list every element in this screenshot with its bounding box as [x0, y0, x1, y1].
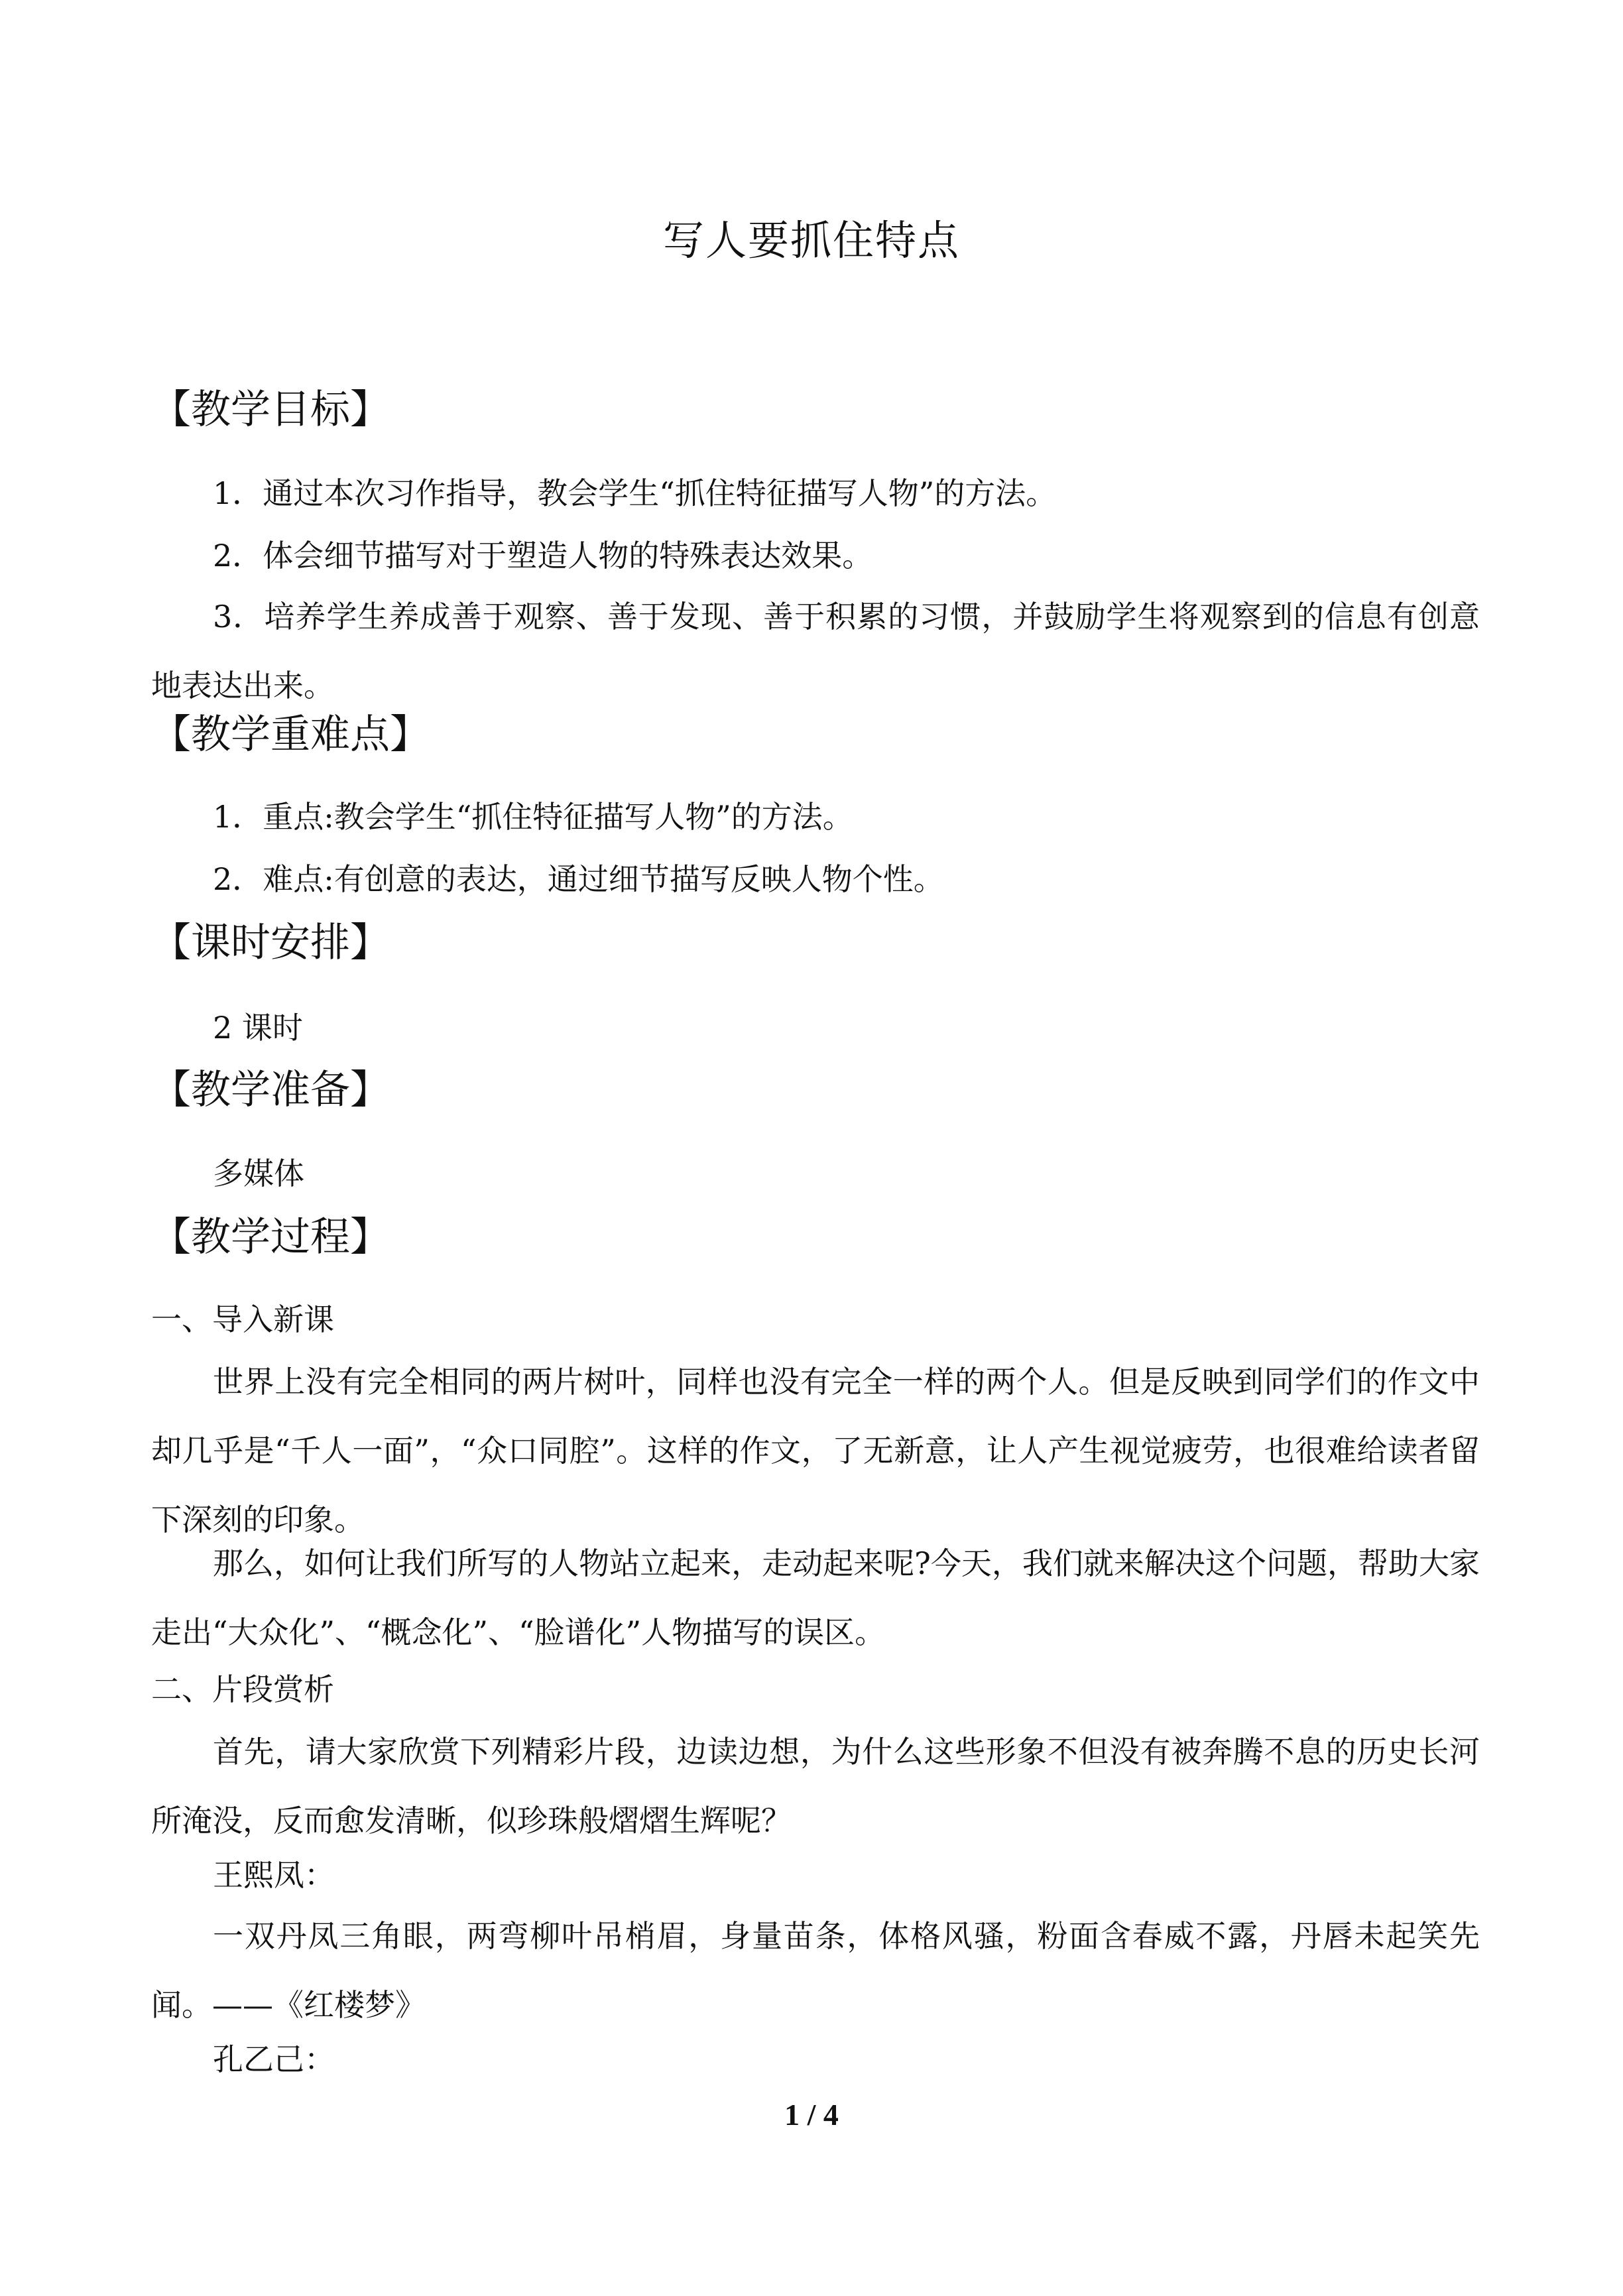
- character-name-wang: 王熙凤：: [213, 1857, 335, 1893]
- heading-objectives: 【教学目标】: [151, 387, 390, 433]
- key-point-item-2: 2．难点:有创意的表达，通过细节描写反映人物个性。: [213, 861, 944, 897]
- objective-item-3: 3．培养学生养成善于观察、善于发现、善于积累的习惯，并鼓励学生将观察到的信息有创意地表达出来。: [151, 599, 1480, 703]
- objective-item-1: 1．通过本次习作指导，教会学生“抓住特征描写人物”的方法。: [213, 475, 1057, 511]
- character-name-kong: 孔乙己：: [213, 2041, 335, 2077]
- preparation-text: 多媒体: [213, 1156, 304, 1191]
- process-part2-paragraph-1: 首先，请大家欣赏下列精彩片段，边读边想，为什么这些形象不但没有被奔腾不息的历史长河所淹没，反而愈发清晰，似珍珠般熠熠生辉呢？: [151, 1734, 1480, 1839]
- process-part1-paragraph-2: 那么，如何让我们所写的人物站立起来，走动起来呢?今天，我们就来解决这个问题，帮助大家走出“大众化”、“概念化”、“脸谱化”人物描写的误区。: [151, 1545, 1480, 1650]
- heading-schedule: 【课时安排】: [151, 920, 390, 966]
- heading-process: 【教学过程】: [151, 1214, 390, 1260]
- schedule-text: 2 课时: [213, 1010, 303, 1046]
- heading-preparation: 【教学准备】: [151, 1067, 390, 1113]
- process-part2-title: 二、片段赏析: [151, 1671, 334, 1707]
- page-title: 写人要抓住特点: [662, 216, 960, 265]
- key-point-item-1: 1．重点:教会学生“抓住特征描写人物”的方法。: [213, 799, 853, 835]
- process-part1-paragraph-1: 世界上没有完全相同的两片树叶，同样也没有完全一样的两个人。但是反映到同学们的作文中却几乎是“千人一面”，“众口同腔”。这样的作文，了无新意，让人产生视觉疲劳，也很难给读者留下深刻的印象。: [151, 1364, 1480, 1538]
- process-part1-title: 一、导入新课: [151, 1301, 334, 1337]
- objective-item-2: 2．体会细节描写对于塑造人物的特殊表达效果。: [213, 538, 873, 574]
- character-text-wang: 一双丹凤三角眼，两弯柳叶吊梢眉，身量苗条，体格风骚，粉面含春威不露，丹唇未起笑先闻。——《红楼梦》: [151, 1918, 1480, 2023]
- page-number: 1 / 4: [784, 2098, 839, 2132]
- heading-key-points: 【教学重难点】: [151, 711, 430, 758]
